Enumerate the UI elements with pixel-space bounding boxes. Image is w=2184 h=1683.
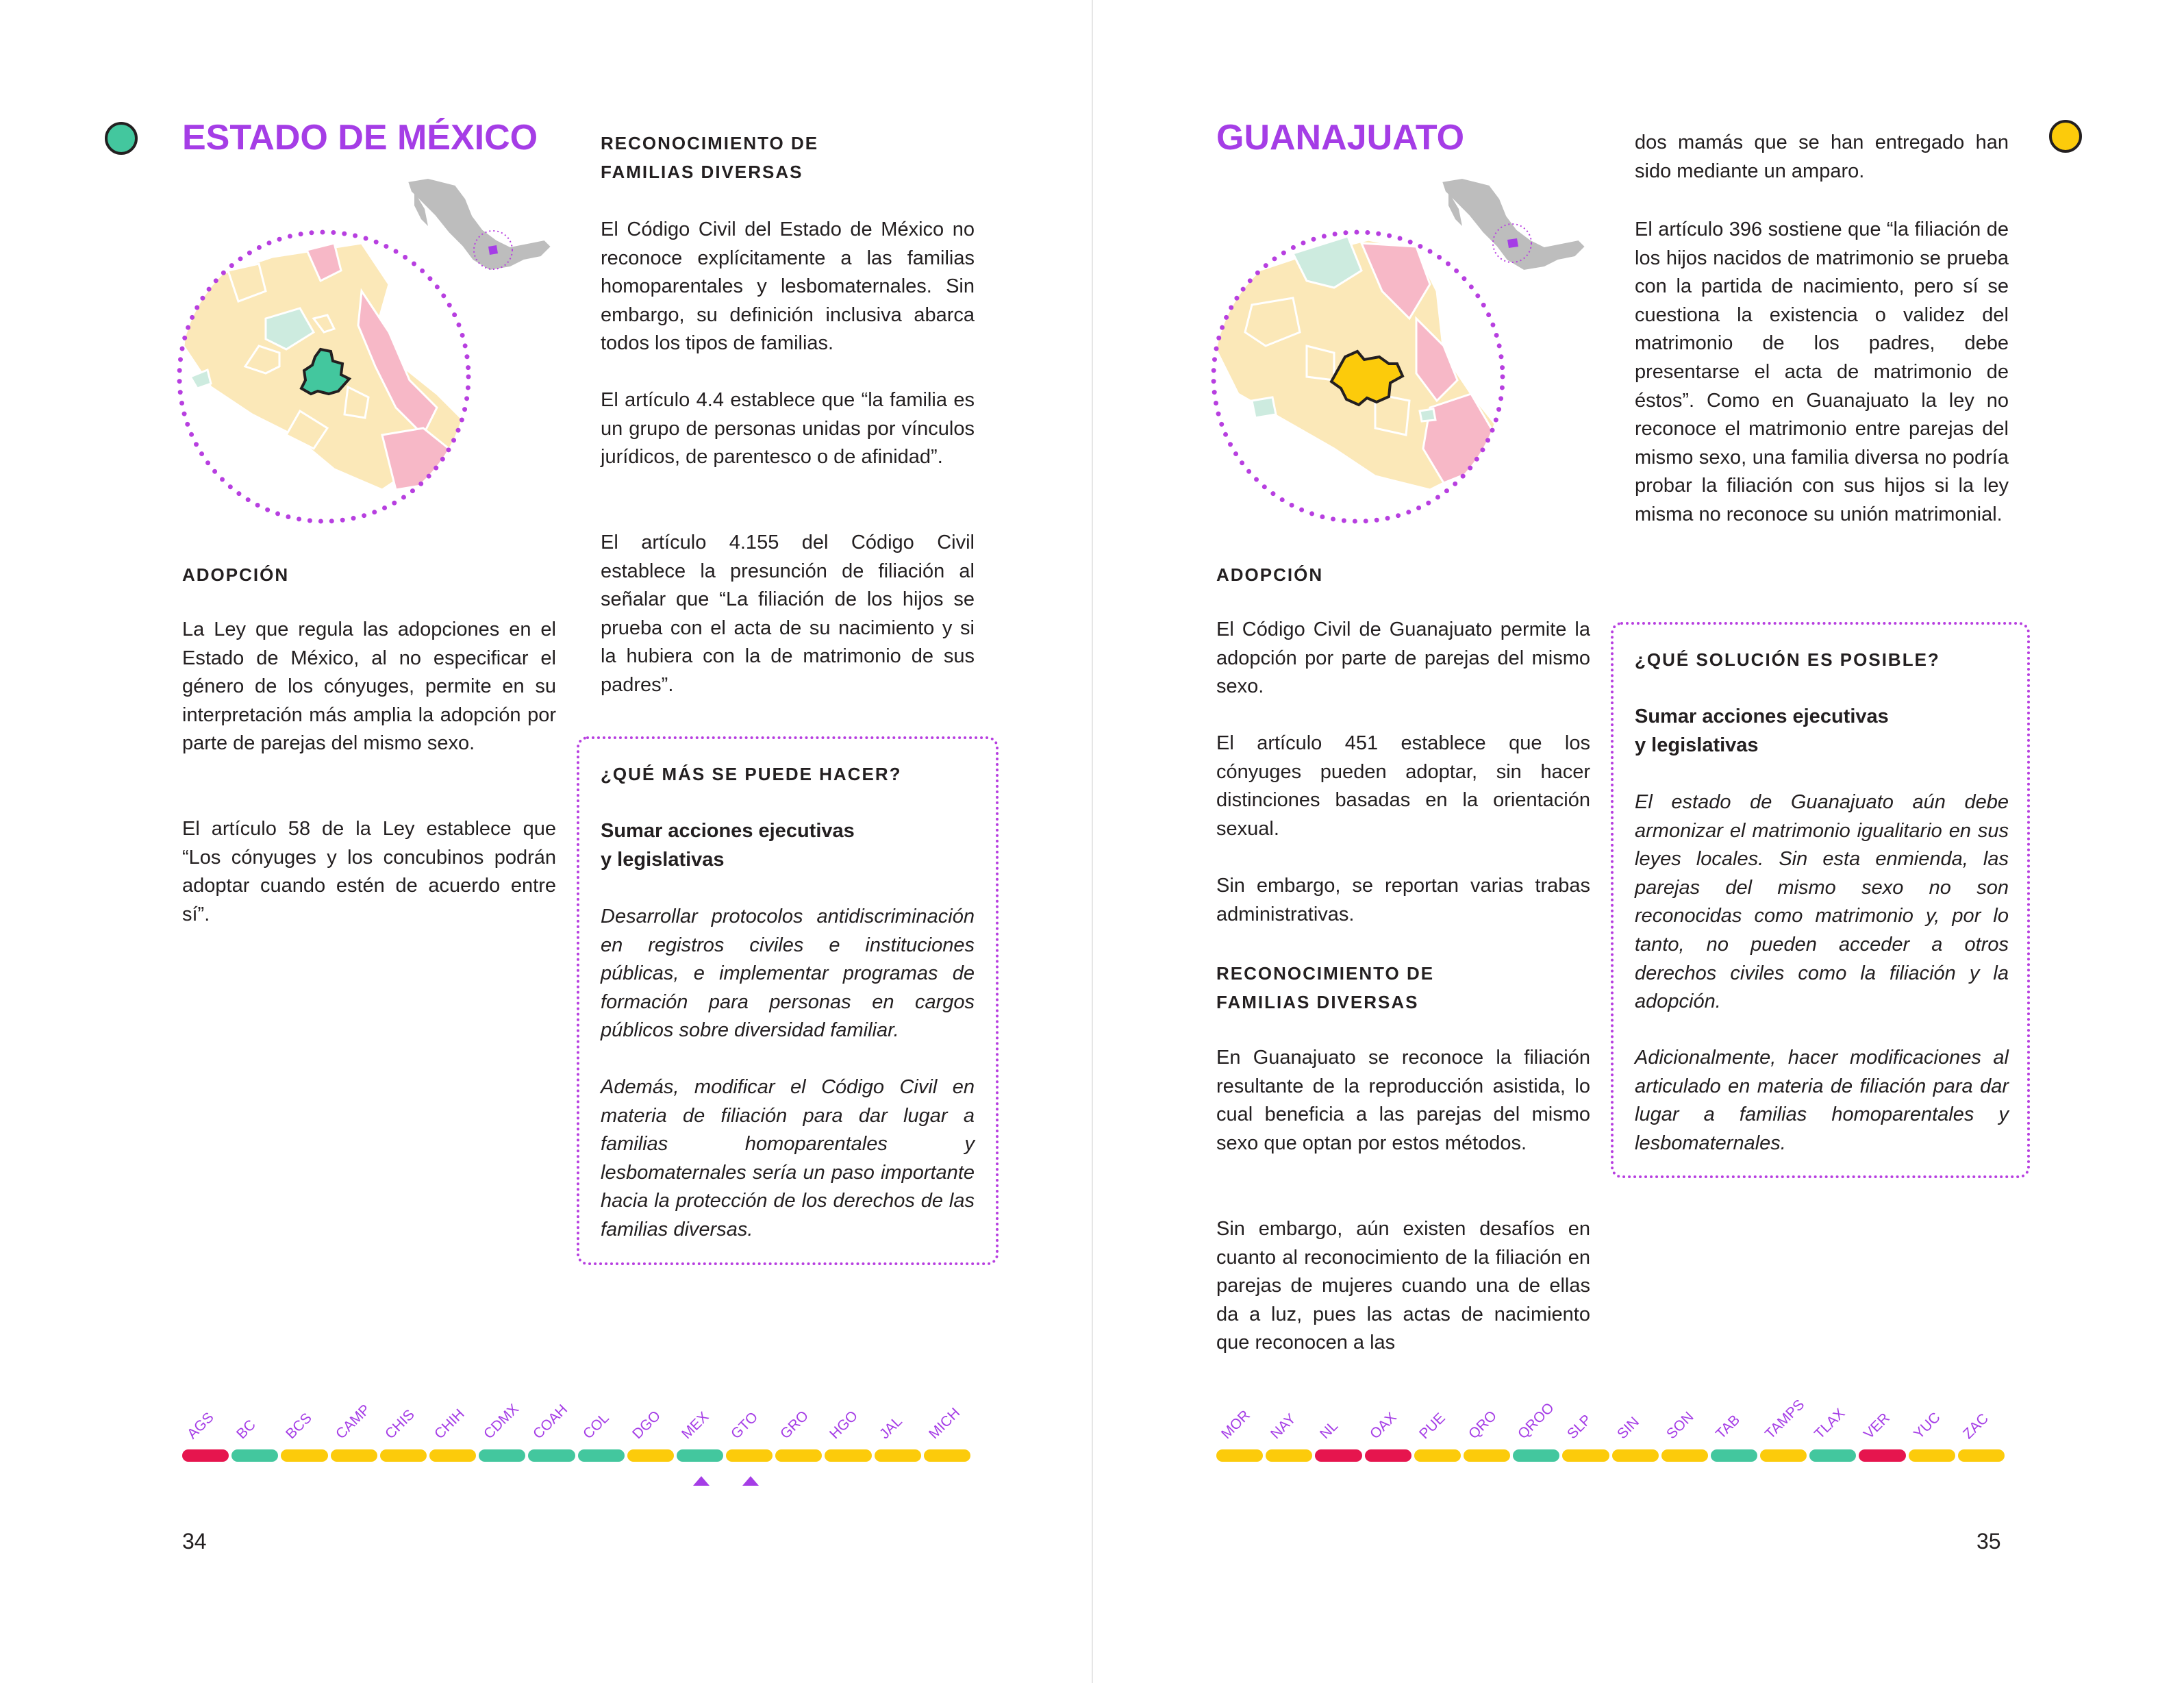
state-label-ags: AGS <box>184 1409 217 1443</box>
state-label-col: COL <box>579 1410 612 1443</box>
left-box-subheading-line-2: y legislativas <box>601 849 725 871</box>
status-dot-yellow <box>2049 120 2082 153</box>
left-box-paragraph-2: Además, modificar el Código Civil en materia de filiación para dar lugar a familias homoparentales y lesbomaternales sería un paso importante hacia la protección de los derechos de las familias diversas. <box>601 1076 975 1241</box>
state-label-slp: SLP <box>1564 1411 1595 1443</box>
state-label-coah: COAH <box>530 1401 571 1443</box>
state-status-bar-left <box>182 1401 973 1463</box>
state-label-nay: NAY <box>1268 1410 1299 1443</box>
state-label-zac: ZAC <box>1959 1410 1992 1443</box>
right-adopcion-paragraph-2: El artículo 451 establece que los cónyuges pueden adoptar, sin hacer distinciones basadas en la orientación sexual. <box>1216 732 1590 840</box>
state-label-nl: NL <box>1317 1418 1342 1443</box>
status-bar-tab <box>1711 1449 1757 1462</box>
status-bar-bc <box>231 1449 278 1462</box>
right-col2-paragraph-1: dos mamás que se han entregado han sido mediante un amparo. <box>1635 132 2009 182</box>
page-number-left: 34 <box>182 1529 207 1554</box>
right-adopcion-heading: ADOPCIÓN <box>1216 564 1324 585</box>
status-bar-camp <box>331 1449 377 1462</box>
state-title-guanajuato: GUANAJUATO <box>1216 118 1465 158</box>
state-label-gto: GTO <box>728 1409 762 1443</box>
status-bar-gro <box>775 1449 822 1462</box>
status-bar-mex <box>677 1449 723 1462</box>
right-reconocimiento-heading-line-2: FAMILIAS DIVERSAS <box>1216 992 1419 1012</box>
state-label-hgo: HGO <box>827 1408 862 1443</box>
left-adopcion-paragraph-2: El artículo 58 de la Ley establece que “Los cónyuges y los concubinos podrán adoptar cuando estén de acuerdo entre sí”. <box>182 818 556 925</box>
status-bar-ags <box>182 1449 229 1462</box>
state-label-yuc: YUC <box>1910 1409 1944 1443</box>
status-bar-zac <box>1958 1449 2005 1462</box>
state-title-estado-de-mexico: ESTADO DE MÉXICO <box>182 118 538 158</box>
status-bar-tamps <box>1760 1449 1807 1462</box>
state-label-chis: CHIS <box>381 1406 418 1443</box>
status-bar-jal <box>875 1449 921 1462</box>
status-bar-nay <box>1266 1449 1312 1462</box>
status-bar-chis <box>380 1449 427 1462</box>
status-bar-mor <box>1216 1449 1263 1462</box>
right-adopcion-paragraph-1: El Código Civil de Guanajuato permite la adopción por parte de parejas del mismo sexo. <box>1216 619 1590 698</box>
state-label-pue: PUE <box>1416 1410 1448 1443</box>
left-reconocimiento-paragraph-2: El artículo 4.4 establece que “la familia es un grupo de personas unidas por vínculos jurídicos, de parentesco o de afinidad”. <box>601 389 975 469</box>
state-label-gro: GRO <box>777 1408 812 1443</box>
right-col2-paragraph-2: El artículo 396 sostiene que “la filiación de los hijos nacidos de matrimonio se prueba con la partida de nacimiento, pero sí se cuestiona la existencia o validez del matrimonio de los padres, debe presentarse el acta de matrimonio de éstos”. Como en Guanajuato la ley no reconoce el matrimonio entre parejas del mismo sexo, una familia diversa no podría probar la filiación con sus hijos si la ley misma no reconoce su unión matrimonial. <box>1635 219 2009 525</box>
right-box-subheading-line-2: y legislativas <box>1635 734 1759 756</box>
left-reconocimiento-heading-line-1: RECONOCIMIENTO DE <box>601 133 819 153</box>
status-bar-mich <box>924 1449 970 1462</box>
marker-triangle-gto <box>742 1476 759 1486</box>
status-bar-dgo <box>627 1449 674 1462</box>
right-box-paragraph-2: Adicionalmente, hacer modificaciones al articulado en materia de filiación para dar lugar a familias homoparentales y lesbomaternales. <box>1635 1047 2009 1154</box>
right-reconocimiento-paragraph-2: Sin embargo, aún existen desafíos en cuanto al reconocimiento de la filiación en parejas de mujeres cuando una de ellas da a luz, pues las actas de nacimiento que reconocen a las <box>1216 1218 1590 1354</box>
page-spine <box>1092 0 1093 1683</box>
state-label-tlax: TLAX <box>1811 1405 1848 1443</box>
left-adopcion-heading: ADOPCIÓN <box>182 564 290 585</box>
left-box-paragraph-1: Desarrollar protocolos antidiscriminación en registros civiles e instituciones públicas, e implementar programas de formación para personas en cargos públicos sobre diversidad familiar. <box>601 906 975 1042</box>
left-que-mas-box <box>577 736 999 1265</box>
state-label-qro: QRO <box>1465 1408 1501 1443</box>
state-label-dgo: DGO <box>629 1408 664 1443</box>
left-box-subheading-line-1: Sumar acciones ejecutivas <box>601 820 855 842</box>
state-label-bc: BC <box>234 1417 260 1443</box>
right-reconocimiento-heading-line-1: RECONOCIMIENTO DE <box>1216 963 1435 984</box>
left-reconocimiento-paragraph-1: El Código Civil del Estado de México no reconoce explícitamente a las familias homoparentales y lesbomaternales. Sin embargo, su definición inclusiva abarca todos los tipos de familias. <box>601 219 975 355</box>
mexico-locator-map-left <box>407 178 558 281</box>
status-bar-chih <box>429 1449 476 1462</box>
status-bar-sin <box>1612 1449 1659 1462</box>
status-bar-gto <box>726 1449 773 1462</box>
right-box-paragraph-1: El estado de Guanajuato aún debe armonizar el matrimonio igualitario en sus leyes locales. Sin esta enmienda, las parejas del mismo sexo no son reconocidas como matrimonio y, por lo tanto, no pueden acceder a otros derechos civiles como la filiación y la adopción. <box>1635 791 2009 1013</box>
page-number-right: 35 <box>1976 1529 2001 1554</box>
state-label-camp: CAMP <box>332 1401 373 1443</box>
status-bar-coah <box>528 1449 575 1462</box>
state-label-bcs: BCS <box>283 1410 316 1443</box>
state-label-son: SON <box>1663 1408 1697 1443</box>
status-bar-hgo <box>825 1449 871 1462</box>
status-bar-pue <box>1414 1449 1461 1462</box>
mexico-locator-map-right <box>1442 178 1592 281</box>
status-bar-bcs <box>281 1449 327 1462</box>
left-reconocimiento-paragraph-3: El artículo 4.155 del Código Civil establece la presunción de filiación al señalar que “La filiación de los hijos se prueba con el acta de su nacimiento y si la hubiera con la de matrimonio de sus padres”. <box>601 532 975 696</box>
state-label-tamps: TAMPS <box>1762 1396 1808 1443</box>
state-label-mor: MOR <box>1218 1407 1253 1443</box>
status-bar-qroo <box>1513 1449 1559 1462</box>
right-box-subheading-line-1: Sumar acciones ejecutivas <box>1635 706 1889 727</box>
right-reconocimiento-paragraph-1: En Guanajuato se reconoce la filiación resultante de la reproducción asistida, lo cual beneficia a las parejas del mismo sexo que optan por estos métodos. <box>1216 1047 1590 1154</box>
status-bar-cdmx <box>479 1449 525 1462</box>
state-label-cdmx: CDMX <box>481 1401 523 1443</box>
status-dot-green <box>105 122 138 155</box>
status-bar-son <box>1661 1449 1708 1462</box>
left-adopcion-paragraph-1: La Ley que regula las adopciones en el Estado de México, al no especificar el género de los cónyuges, permite en su interpretación más amplia la adopción por parte de parejas del mismo sexo. <box>182 619 556 755</box>
status-bar-oax <box>1365 1449 1411 1462</box>
left-box-heading: ¿QUÉ MÁS SE PUEDE HACER? <box>601 764 902 784</box>
state-label-sin: SIN <box>1614 1414 1642 1443</box>
right-adopcion-paragraph-3: Sin embargo, se reportan varias trabas administrativas. <box>1216 875 1590 925</box>
state-label-oax: OAX <box>1366 1409 1400 1443</box>
right-que-solucion-box <box>1611 622 2030 1178</box>
status-bar-nl <box>1315 1449 1361 1462</box>
state-label-chih: CHIH <box>431 1406 468 1443</box>
status-bar-tlax <box>1809 1449 1856 1462</box>
status-bar-slp <box>1562 1449 1609 1462</box>
left-reconocimiento-heading-line-2: FAMILIAS DIVERSAS <box>601 162 803 182</box>
status-bar-col <box>578 1449 625 1462</box>
status-bar-ver <box>1859 1449 1905 1462</box>
marker-triangle-mex <box>693 1476 710 1486</box>
state-label-mich: MICH <box>925 1405 964 1443</box>
state-label-tab: TAB <box>1712 1412 1743 1443</box>
state-label-qroo: QROO <box>1515 1399 1557 1443</box>
status-bar-yuc <box>1909 1449 1955 1462</box>
state-label-jal: JAL <box>876 1413 905 1443</box>
right-box-heading: ¿QUÉ SOLUCIÓN ES POSIBLE? <box>1635 649 1940 670</box>
status-bar-qro <box>1464 1449 1510 1462</box>
state-status-bar-right <box>1216 1396 2007 1463</box>
state-label-mex: MEX <box>678 1408 712 1443</box>
state-label-ver: VER <box>1861 1410 1894 1443</box>
